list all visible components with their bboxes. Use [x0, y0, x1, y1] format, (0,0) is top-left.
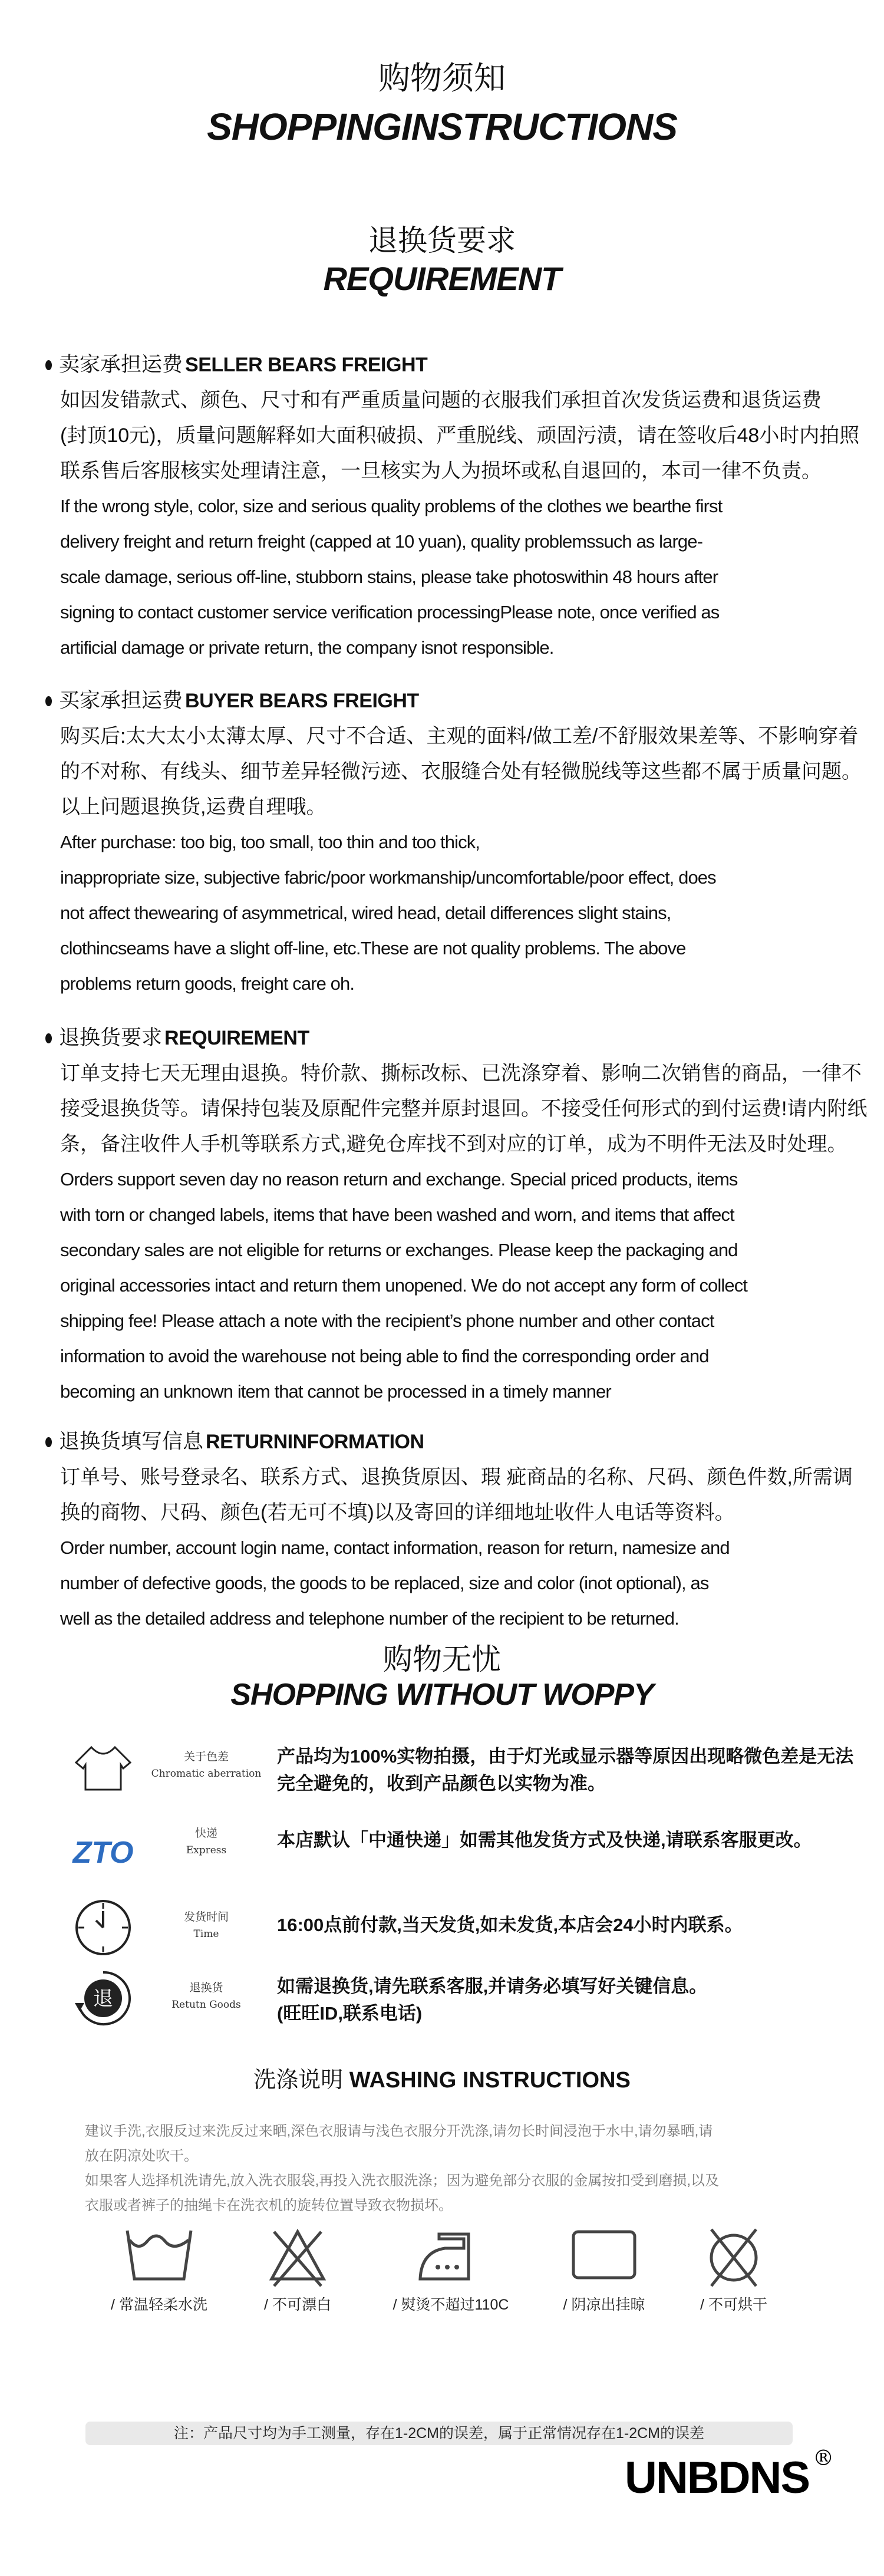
- return-goods-row: [0, 1966, 884, 2043]
- section-heading-cn: 退换货要求: [59, 1026, 163, 1049]
- section-text-en: number of defective goods, the goods to be replaced, size and color (inot optional), as: [60, 1573, 709, 1593]
- row-label-en: Retutn Goods: [171, 1999, 241, 2011]
- section-text-en: Orders support seven day no reason return and exchange. Special priced products, items: [60, 1169, 738, 1190]
- no-bleach-icon: [262, 2228, 333, 2287]
- section-heading: [45, 1020, 870, 1056]
- section-heading: [45, 683, 870, 719]
- section-text-en: Order number, account login name, contact information, reason for return, namesize and: [60, 1537, 730, 1558]
- section-text-en: clothincseams have a slight off-line, etc.These are not quality problems. The above: [60, 938, 686, 958]
- clock-icon: [71, 1895, 136, 1960]
- section-text-en: not affect thewearing of asymmetrical, wired head, detail differences slight stains,: [60, 902, 671, 923]
- section-heading: [45, 1424, 870, 1460]
- row-text: (旺旺ID,联系电话): [277, 2003, 423, 2024]
- section-text-cn: 以上问题退换货,运费自理哦。: [60, 796, 326, 818]
- section-text-cn: (封顶10元)，质量问题解释如大面积破损、严重脱线、顽固污渍，请在签收后48小时内拍照: [60, 424, 860, 447]
- section-text-cn: 订单号、账号登录名、联系方式、退换货原因、瑕 疵商品的名称、尺码、颜色件数,所需调: [60, 1466, 853, 1488]
- iron-icon: [415, 2228, 486, 2287]
- washing-line: 如果客人选择机洗请先,放入洗衣服袋,再投入洗衣服洗涤；因为避免部分衣服的金属按扣受到磨损,以及: [85, 2173, 720, 2189]
- washing-title: [0, 2061, 884, 2094]
- worry-free-title-cn: 购物无忧: [383, 1643, 501, 1676]
- row-label-cn: 快递: [194, 1827, 217, 1840]
- tshirt-icon: [71, 1736, 136, 1801]
- zto-logo-text: ZTO: [72, 1836, 134, 1869]
- section-text-en: secondary sales are not eligible for returns or exchanges. Please keep the packaging and: [60, 1240, 738, 1260]
- section-text-en: with torn or changed labels, items that have been washed and worn, and items that affect: [60, 1204, 734, 1225]
- row-label-en: Express: [186, 1844, 227, 1856]
- wash-symbol-label: / 常温轻柔水洗: [111, 2297, 207, 2313]
- row-label-cn: 关于色差: [183, 1750, 229, 1763]
- section-heading-en: REQUIREMENT: [164, 1027, 309, 1049]
- row-text: 如需退换货,请先联系客服,并请务必填写好关键信息。: [277, 1976, 708, 1997]
- bullet-icon: [45, 696, 52, 706]
- section-heading: [45, 347, 870, 383]
- washing-title-cn: 洗涤说明: [253, 2068, 344, 2093]
- bullet-icon: [45, 1033, 52, 1043]
- requirement-title-en: REQUIREMENT: [323, 260, 561, 297]
- section-text-cn: 购买后:太大太小太薄太厚、尺寸不合适、主观的面料/做工差/不舒服效果差等、不影响穿着: [60, 725, 859, 747]
- washing-title-en: WASHING INSTRUCTIONS: [349, 2068, 631, 2093]
- washing-line: 建议手洗,衣服反过来洗反过来晒,深色衣服请与浅色衣服分开洗涤,请勿长时间浸泡于水中,请勿暴晒,请: [85, 2123, 713, 2139]
- washing-paragraph: [85, 2119, 719, 2218]
- zto-logo: [71, 1819, 136, 1883]
- section-text-cn: 的不对称、有线头、细节差异轻微污迹、衣服缝合处有轻微脱线等这些都不属于质量问题。: [60, 760, 862, 783]
- row-label-en: Chromatic aberration: [151, 1768, 262, 1780]
- section-text-cn: 联系售后客服核实处理请注意，一旦核实为人为损坏或私自退回的，本司一律不负责。: [60, 460, 822, 482]
- requirement-title-cn: 退换货要求: [368, 224, 516, 257]
- brand-name: UNBDNS: [625, 2453, 810, 2503]
- brand-logo: [625, 2446, 833, 2503]
- washing-line: 放在阴凉处吹干。: [85, 2148, 198, 2164]
- section-text-en: information to avoid the warehouse not being able to find the corresponding order and: [60, 1346, 709, 1366]
- section-text-en: artificial damage or private return, the company isnot responsible.: [60, 637, 554, 658]
- express-row: [0, 1819, 884, 1895]
- section-text-en: If the wrong style, color, size and serious quality problems of the clothes we bearthe first: [60, 496, 723, 516]
- section-heading-cn: 卖家承担运费: [59, 353, 183, 376]
- section-text-en: well as the detailed address and telephone number of the recipient to be returned.: [60, 1608, 679, 1629]
- instruction-section: [45, 1424, 870, 1636]
- row-label-cn: 退换货: [189, 1981, 223, 1994]
- washing-line: 衣服或者裤子的抽绳卡在洗衣机的旋转位置导致衣物损坏。: [85, 2198, 453, 2213]
- section-heading-en: SELLER BEARS FREIGHT: [185, 354, 428, 376]
- section-heading-en: RETURNINFORMATION: [206, 1431, 424, 1453]
- section-text-en: signing to contact customer service verification processingPlease note, once verified as: [60, 602, 720, 622]
- section-text-en: delivery freight and return freight (capped at 10 yuan), quality problemssuch as large-: [60, 531, 702, 552]
- wash-symbol-label: / 阴凉出挂晾: [563, 2297, 645, 2313]
- row-text: 16:00点前付款,当天发货,如未发货,本店会24小时内联系。: [277, 1915, 743, 1935]
- line-dry-icon: [569, 2228, 639, 2287]
- shipping-time-row: [0, 1895, 884, 1972]
- row-label-cn: 发货时间: [183, 1910, 229, 1923]
- instruction-section: [45, 683, 870, 1002]
- no-tumble-dry-icon: [698, 2228, 769, 2287]
- wash-symbol-label: / 熨烫不超过110C: [392, 2297, 509, 2313]
- wash-symbol-label: / 不可漂白: [264, 2297, 331, 2313]
- row-text: 产品均为100%实物拍摄，由于灯光或显示器等原因出现略微色差是无法: [277, 1746, 854, 1767]
- bullet-icon: [45, 1437, 52, 1447]
- section-text-cn: 换的商物、尺码、颜色(若无可不填)以及寄回的详细地址收件人电话等资料。: [60, 1501, 735, 1524]
- page-title-cn: 购物须知: [378, 61, 506, 96]
- section-heading-cn: 退换货填写信息: [59, 1430, 204, 1453]
- instruction-section: [45, 347, 870, 666]
- row-text: 完全避免的，收到产品颜色以实物为准。: [277, 1773, 606, 1794]
- section-text-en: becoming an unknown item that cannot be processed in a timely manner: [60, 1381, 611, 1402]
- wash-symbol-label: / 不可烘干: [700, 2297, 767, 2313]
- size-note: 注：产品尺寸均为手工测量，存在1-2CM的误差，属于正常情况存在1-2CM的误差: [85, 2422, 793, 2445]
- section-text-en: shipping fee! Please attach a note with the recipient’s phone number and other contact: [60, 1310, 714, 1331]
- color-difference-row: [0, 1736, 884, 1813]
- row-label-en: Time: [193, 1928, 219, 1940]
- return-icon-char: 退: [93, 1988, 113, 2010]
- section-heading-cn: 买家承担运费: [59, 689, 183, 712]
- section-heading-en: BUYER BEARS FREIGHT: [185, 690, 419, 712]
- section-text-en: scale damage, serious off-line, stubborn stains, please take photoswithin 48 hours after: [60, 566, 718, 587]
- section-text-en: problems return goods, freight care oh.: [60, 973, 355, 994]
- return-icon: [71, 1966, 136, 2031]
- section-text-en: original accessories intact and return them unopened. We do not accept any form of collect: [60, 1275, 748, 1296]
- worry-free-title-en: SHOPPING WITHOUT WOPPY: [230, 1678, 654, 1712]
- section-text-en: inappropriate size, subjective fabric/poor workmanship/uncomfortable/poor effect, does: [60, 867, 716, 888]
- hand-wash-icon: [124, 2228, 194, 2287]
- bullet-icon: [45, 360, 52, 370]
- registered-mark: ®: [813, 2446, 833, 2470]
- section-text-en: After purchase: too big, too small, too thin and too thick,: [60, 832, 480, 852]
- instruction-section: [45, 1020, 870, 1409]
- section-text-cn: 接受退换货等。请保持包装及原配件完整并原封退回。不接受任何形式的到付运费!请内附纸: [60, 1098, 867, 1120]
- section-text-cn: 订单支持七天无理由退换。特价款、撕标改标、已洗涤穿着、影响二次销售的商品，一律不: [60, 1062, 862, 1085]
- row-text: 本店默认「中通快递」如需其他发货方式及快递,请联系客服更改。: [277, 1830, 812, 1850]
- section-text-cn: 条，备注收件人手机等联系方式,避免仓库找不到对应的订单，成为不明件无法及时处理。: [60, 1133, 847, 1155]
- section-text-cn: 如因发错款式、颜色、尺寸和有严重质量问题的衣服我们承担首次发货运费和退货运费: [60, 389, 822, 411]
- page-title-en: SHOPPINGINSTRUCTIONS: [207, 106, 677, 148]
